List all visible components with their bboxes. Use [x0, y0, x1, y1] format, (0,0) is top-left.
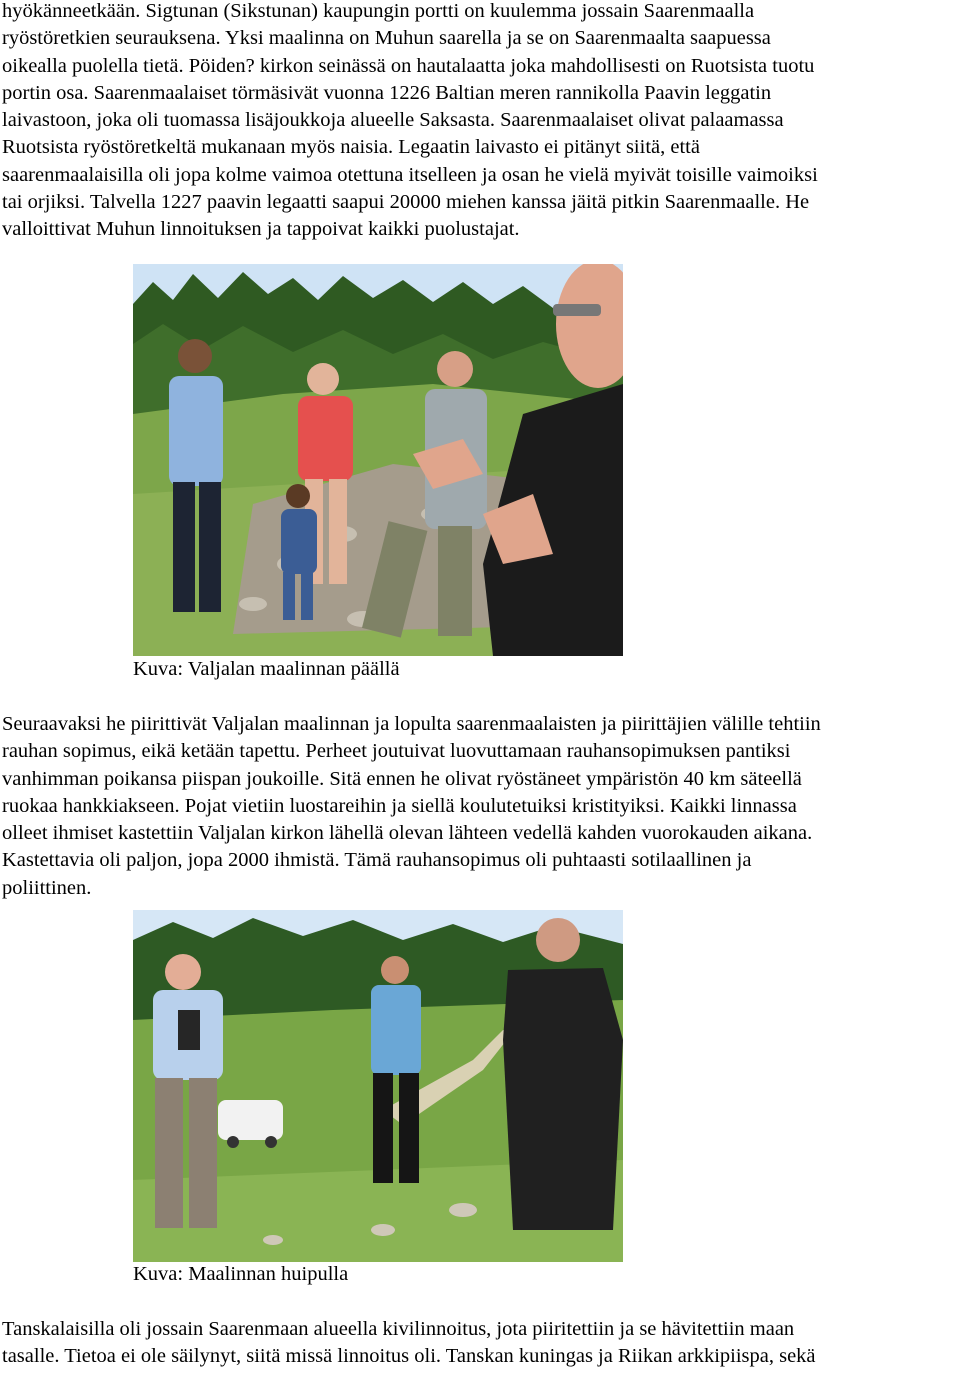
text-line: rauhan sopimus, eikä ketään tapettu. Perheet joutuivat luovuttamaan rauhansopimuksen pantiksi [2, 740, 791, 763]
text-line: hyökänneetkään. Sigtunan (Sikstunan) kaupungin portti on kuulemma jossain Saarenmaalla [2, 0, 755, 22]
figure-caption-1: Kuva: Valjalan maalinnan päällä [133, 658, 400, 680]
text-line: Seuraavaksi he piirittivät Valjalan maalinnan ja lopulta saarenmaalaisten ja piirittäjien välille tehtiin [2, 713, 821, 735]
text-line: valloittivat Muhun linnoituksen ja tappoivat kaikki puolustajat. [2, 218, 520, 241]
text-line: ruokaa hankkiakseen. Pojat vietiin luostareihin ja siellä koulutetuiksi kristityiksi. Kaikki linnassa [2, 794, 797, 817]
text-line: Tanskalaisilla oli jossain Saarenmaan alueella kivilinnoitus, jota piiritettiin ja se hävitettiin maan [2, 1318, 795, 1340]
text-line: oikealla puolella tietä. Pöiden? kirkon seinässä on hautalaatta joka mahdollisesti on Ruotsista tuotu [2, 54, 815, 77]
paragraph-3 [2, 1316, 958, 1371]
text-line: ryöstöretkien seurauksena. Yksi maalinna on Muhun saarella ja se on Saarenmaalta saapuessa [2, 27, 771, 50]
text-line: poliittinen. [2, 876, 92, 899]
visitors-on-fort-summit-photo [133, 910, 623, 1262]
text-line: saarenmaalaisilla oli jopa kolme vaimoa otettuna itselleen ja osan he vielä myivät toisille vaimoiksi [2, 163, 818, 186]
group-of-visitors-on-hilltop-fort-photo [133, 264, 623, 656]
paragraph-2 [2, 711, 958, 902]
text-line: portin osa. Saarenmaalaiset törmäsivät vuonna 1226 Baltian meren rannikolla Paavin leggatin [2, 81, 772, 104]
text-line: laivastoon, joka oli tuomassa lisäjoukkoja alueelle Saksasta. Saarenmaalaiset olivat palaamassa [2, 109, 784, 132]
text-line: tasalle. Tietoa ei ole säilynyt, siitä missä linnoitus oli. Tanskan kuningas ja Riikan arkkipiispa, sekä [2, 1345, 816, 1368]
photo-2-illustration [133, 910, 623, 1262]
photo-1-illustration [133, 264, 623, 656]
text-line: Ruotsista ryöstöretkeltä mukanaan myös naisia. Legaatin laivasto ei pitänyt siitä, että [2, 136, 700, 159]
figure-caption-2: Kuva: Maalinnan huipulla [133, 1263, 349, 1285]
text-line: Kastettavia oli paljon, jopa 2000 ihmistä. Tämä rauhansopimus oli puhtaasti sotilaallinen ja [2, 849, 752, 872]
paragraph-1 [2, 0, 958, 244]
text-line: tai orjiksi. Talvella 1227 paavin legaatti saapui 20000 miehen kanssa jäitä pitkin Saarenmaalle. He [2, 191, 810, 214]
text-line: vanhimman poikansa piispan joukoille. Sitä ennen he olivat ryöstäneet ympäristön 40 km säteellä [2, 767, 802, 790]
text-line: olleet ihmiset kastettiin Valjalan kirkon lähellä olevan lähteen vedellä kahden vuorokauden aikana. [2, 822, 813, 845]
